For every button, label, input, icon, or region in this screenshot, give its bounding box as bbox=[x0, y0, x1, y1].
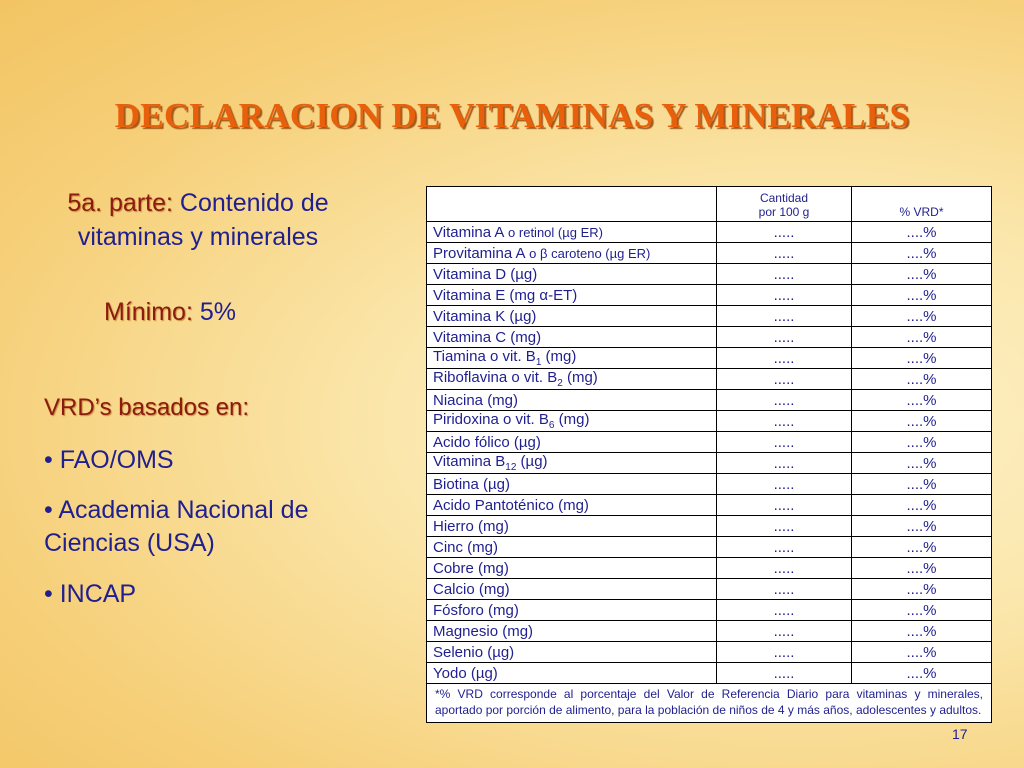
header-name-cell bbox=[427, 187, 717, 222]
nutrient-name: Vitamina E (mg α-ET) bbox=[427, 285, 717, 306]
slide-title: DECLARACION DE VITAMINAS Y MINERALES bbox=[114, 96, 910, 135]
table-row bbox=[427, 558, 992, 579]
percent-cell: ....% bbox=[852, 621, 992, 642]
table-row bbox=[427, 663, 992, 684]
amount-cell: ..... bbox=[717, 642, 852, 663]
nutrient-name: Vitamina A o retinol (µg ER) bbox=[427, 222, 717, 243]
bullet-item: • FAO/OMS bbox=[44, 446, 174, 474]
nutrient-name: Magnesio (mg) bbox=[427, 621, 717, 642]
amount-cell: ..... bbox=[717, 264, 852, 285]
percent-cell: ....% bbox=[852, 432, 992, 453]
percent-cell: ....% bbox=[852, 642, 992, 663]
part-label: 5a. parte: bbox=[67, 189, 173, 217]
minimum-line bbox=[104, 298, 324, 327]
nutrient-name: Selenio (µg) bbox=[427, 642, 717, 663]
table-row bbox=[427, 285, 992, 306]
table-row bbox=[427, 516, 992, 537]
part-text: Contenido de vitaminas y minerales bbox=[77, 189, 329, 251]
table-row bbox=[427, 306, 992, 327]
table-row bbox=[427, 264, 992, 285]
amount-cell: ..... bbox=[717, 243, 852, 264]
amount-cell: ..... bbox=[717, 558, 852, 579]
percent-cell: ....% bbox=[852, 369, 992, 390]
section-subtitle bbox=[38, 186, 358, 254]
table-row bbox=[427, 621, 992, 642]
amount-cell: ..... bbox=[717, 453, 852, 474]
nutrient-name: Riboflavina o vit. $B_2$ (mg) bbox=[427, 369, 717, 390]
amount-cell: ..... bbox=[717, 369, 852, 390]
percent-cell: ....% bbox=[852, 495, 992, 516]
amount-cell: ..... bbox=[717, 600, 852, 621]
table-row bbox=[427, 474, 992, 495]
nutrient-name: Vitamina D (µg) bbox=[427, 264, 717, 285]
bullet-item: • INCAP bbox=[44, 580, 137, 608]
amount-cell: ..... bbox=[717, 327, 852, 348]
amount-cell: ..... bbox=[717, 306, 852, 327]
amount-cell: ..... bbox=[717, 222, 852, 243]
nutrient-name: Cinc (mg) bbox=[427, 537, 717, 558]
percent-cell: ....% bbox=[852, 243, 992, 264]
percent-cell: ....% bbox=[852, 264, 992, 285]
table-row bbox=[427, 390, 992, 411]
nutrient-name: Acido fólico (µg) bbox=[427, 432, 717, 453]
percent-cell: ....% bbox=[852, 327, 992, 348]
table-row bbox=[427, 348, 992, 369]
percent-cell: ....% bbox=[852, 474, 992, 495]
amount-cell: ..... bbox=[717, 663, 852, 684]
amount-cell: ..... bbox=[717, 495, 852, 516]
footnote-row bbox=[427, 684, 992, 723]
nutrient-name: Provitamina A o β caroteno (µg ER) bbox=[427, 243, 717, 264]
percent-cell: ....% bbox=[852, 579, 992, 600]
header-percent-cell: % VRD* bbox=[852, 187, 992, 222]
amount-cell: ..... bbox=[717, 285, 852, 306]
table-row bbox=[427, 642, 992, 663]
table-row bbox=[427, 600, 992, 621]
nutrient-name: Tiamina o vit. $B_1$ (mg) bbox=[427, 348, 717, 369]
amount-cell: ..... bbox=[717, 516, 852, 537]
amount-cell: ..... bbox=[717, 432, 852, 453]
nutrient-name: Piridoxina o vit. $B_6$ (mg) bbox=[427, 411, 717, 432]
nutrient-name: Biotina (µg) bbox=[427, 474, 717, 495]
amount-cell: ..... bbox=[717, 621, 852, 642]
table-row bbox=[427, 432, 992, 453]
nutrient-name: Hierro (mg) bbox=[427, 516, 717, 537]
bullet-item: • Academia Nacional de Ciencias (USA) bbox=[44, 496, 309, 557]
vrd-heading: VRD’s basados en: bbox=[44, 394, 250, 421]
percent-cell: ....% bbox=[852, 600, 992, 621]
percent-cell: ....% bbox=[852, 306, 992, 327]
nutrient-name: Acido Pantoténico (mg) bbox=[427, 495, 717, 516]
nutrient-name: Cobre (mg) bbox=[427, 558, 717, 579]
table-row bbox=[427, 495, 992, 516]
minimum-label: Mínimo: bbox=[104, 298, 193, 326]
amount-cell: ..... bbox=[717, 537, 852, 558]
page-number: 17 bbox=[952, 726, 968, 742]
amount-cell: ..... bbox=[717, 390, 852, 411]
percent-cell: ....% bbox=[852, 411, 992, 432]
amount-cell: ..... bbox=[717, 579, 852, 600]
nutrient-name: Yodo (µg) bbox=[427, 663, 717, 684]
nutrient-name: Calcio (mg) bbox=[427, 579, 717, 600]
table-row bbox=[427, 222, 992, 243]
percent-cell: ....% bbox=[852, 453, 992, 474]
table-row bbox=[427, 327, 992, 348]
nutrient-name: Niacina (mg) bbox=[427, 390, 717, 411]
nutrient-name: Fósforo (mg) bbox=[427, 600, 717, 621]
percent-cell: ....% bbox=[852, 348, 992, 369]
percent-cell: ....% bbox=[852, 390, 992, 411]
percent-cell: ....% bbox=[852, 516, 992, 537]
table-row bbox=[427, 411, 992, 432]
nutrient-name: Vitamina C (mg) bbox=[427, 327, 717, 348]
table-row bbox=[427, 579, 992, 600]
table-row bbox=[427, 243, 992, 264]
vitamins-table bbox=[426, 186, 992, 723]
amount-cell: ..... bbox=[717, 474, 852, 495]
minimum-value: 5% bbox=[192, 298, 236, 326]
amount-cell: ..... bbox=[717, 411, 852, 432]
table-footnote: *% VRD corresponde al porcentaje del Valor de Referencia Diario para vitaminas y minerales, aportado por porción de alimento, para la población de niños de 4 y más años, adolescentes y adultos. bbox=[427, 684, 992, 723]
nutrient-name: Vitamina $B_{12}$ (µg) bbox=[427, 453, 717, 474]
table-row bbox=[427, 453, 992, 474]
amount-cell: ..... bbox=[717, 348, 852, 369]
table-row bbox=[427, 537, 992, 558]
percent-cell: ....% bbox=[852, 558, 992, 579]
table-header-row bbox=[427, 187, 992, 222]
nutrient-name: Vitamina K (µg) bbox=[427, 306, 717, 327]
header-amount-cell: Cantidad por 100 g bbox=[717, 187, 852, 222]
table-row bbox=[427, 369, 992, 390]
percent-cell: ....% bbox=[852, 537, 992, 558]
percent-cell: ....% bbox=[852, 222, 992, 243]
percent-cell: ....% bbox=[852, 285, 992, 306]
percent-cell: ....% bbox=[852, 663, 992, 684]
